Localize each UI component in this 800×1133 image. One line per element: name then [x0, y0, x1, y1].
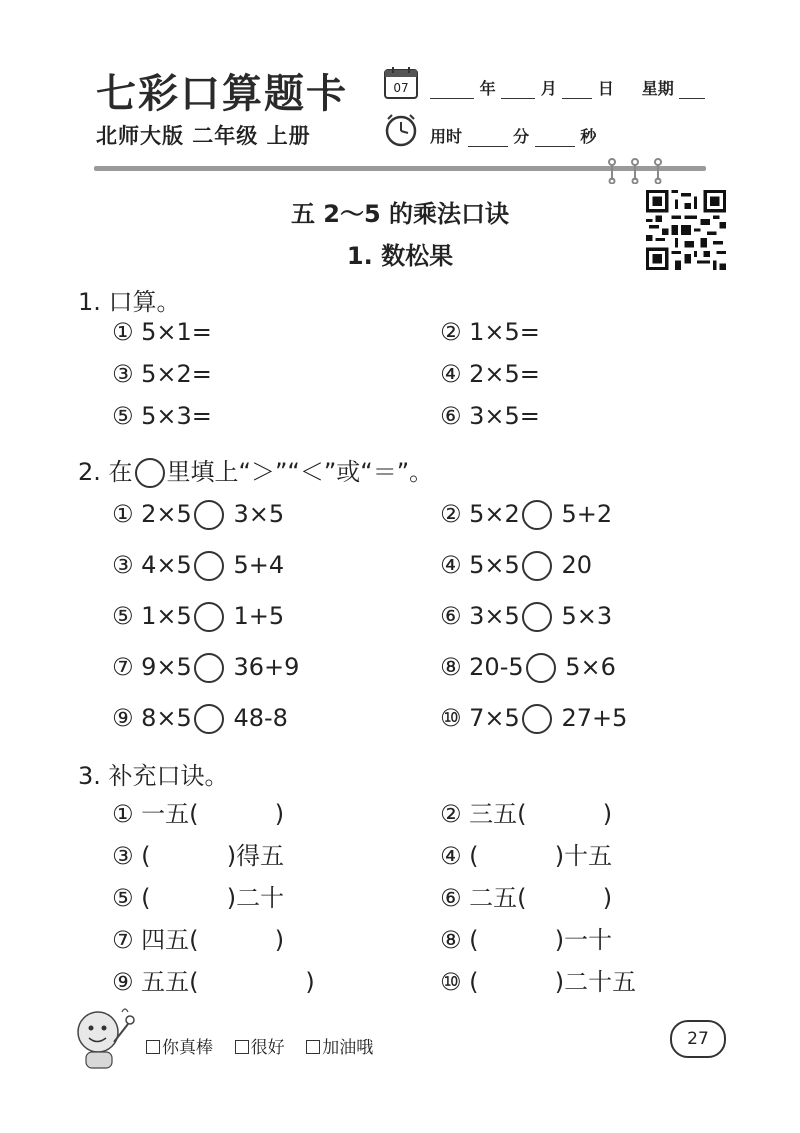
q1-item-5[interactable] [112, 402, 212, 430]
month-label: 月 [540, 79, 557, 98]
compare-circle[interactable] [522, 704, 552, 734]
rhyme-blank: ( )二十 [141, 884, 285, 912]
q1-item-4[interactable] [440, 360, 540, 388]
left-expr: 1×5 [141, 602, 192, 630]
q3-item-6[interactable] [440, 878, 612, 913]
left-expr: 5×5 [469, 551, 520, 579]
minutes-label: 分 [513, 127, 530, 146]
item-number: ⑧ [440, 653, 462, 681]
item-number: ② [440, 318, 462, 346]
item-number: ⑦ [112, 653, 134, 681]
compare-circle[interactable] [194, 602, 224, 632]
q2-title-pre: 2. 在 [78, 458, 133, 486]
rating-keep-going[interactable]: 加油哦 [306, 1038, 373, 1058]
q2-title [78, 452, 433, 488]
checkbox-icon[interactable] [146, 1040, 160, 1054]
rhyme-blank: 三五( ) [469, 800, 613, 828]
q3-item-9[interactable] [112, 962, 315, 997]
q2-item-10 [440, 704, 627, 734]
week-blank[interactable] [679, 82, 705, 99]
item-number: ⑤ [112, 602, 134, 630]
expression: 5×1= [141, 318, 212, 346]
time-label: 用时 [430, 127, 463, 146]
item-number: ③ [112, 360, 134, 388]
item-number: ① [112, 500, 134, 528]
rating-options [146, 1033, 373, 1058]
q1-item-1[interactable] [112, 318, 212, 346]
q3-item-5[interactable] [112, 878, 284, 913]
right-expr: 5+2 [561, 500, 613, 528]
date-line [430, 76, 705, 99]
item-number: ⑩ [440, 704, 462, 732]
q2-item-5 [112, 602, 284, 632]
item-number: ⑩ [440, 968, 462, 996]
right-expr: 1+5 [233, 602, 285, 630]
rating-great[interactable]: 你真棒 [146, 1038, 213, 1058]
q2-item-6 [440, 602, 612, 632]
left-expr: 20-5 [469, 653, 524, 681]
right-expr: 5+4 [233, 551, 285, 579]
item-number: ⑨ [112, 968, 134, 996]
q3-item-8[interactable] [440, 920, 612, 955]
day-label: 日 [597, 79, 614, 98]
q3-item-2[interactable] [440, 794, 612, 829]
q1-item-3[interactable] [112, 360, 212, 388]
q2-item-3 [112, 551, 284, 581]
left-expr: 7×5 [469, 704, 520, 732]
right-expr: 27+5 [561, 704, 628, 732]
day-blank[interactable] [562, 82, 592, 99]
item-number: ⑥ [440, 602, 462, 630]
item-number: ④ [440, 551, 462, 579]
item-number: ③ [112, 842, 134, 870]
compare-circle[interactable] [522, 500, 552, 530]
expression: 1×5= [469, 318, 540, 346]
q3-item-1[interactable] [112, 794, 284, 829]
compare-circle[interactable] [194, 653, 224, 683]
unit-title: 五 2～5 的乘法口诀 [290, 200, 510, 228]
q3-item-10[interactable] [440, 962, 636, 997]
rhyme-blank: ( )十五 [469, 842, 613, 870]
rhyme-blank: 四五( ) [141, 926, 285, 954]
q2-item-4 [440, 551, 592, 581]
compare-circle[interactable] [194, 551, 224, 581]
compare-circle[interactable] [522, 551, 552, 581]
q2-item-1 [112, 500, 284, 530]
item-number: ① [112, 800, 134, 828]
q1-item-2[interactable] [440, 318, 540, 346]
year-blank[interactable] [430, 82, 474, 99]
rhyme-blank: 二五( ) [469, 884, 613, 912]
rhyme-blank: ( )二十五 [469, 968, 637, 996]
page-number: 27 [670, 1020, 726, 1058]
q2-item-7 [112, 653, 299, 683]
item-number: ② [440, 800, 462, 828]
q2-item-9 [112, 704, 288, 734]
item-number: ⑤ [112, 884, 134, 912]
compare-circle[interactable] [522, 602, 552, 632]
checkbox-icon[interactable] [235, 1040, 249, 1054]
q2-item-2 [440, 500, 612, 530]
item-number: ⑧ [440, 926, 462, 954]
rhyme-blank: ( )得五 [141, 842, 285, 870]
item-number: ④ [440, 842, 462, 870]
item-number: ⑥ [440, 884, 462, 912]
item-number: ⑦ [112, 926, 134, 954]
q3-title: 3. 补充口诀。 [78, 762, 229, 790]
rating-good[interactable]: 很好 [235, 1038, 285, 1058]
left-expr: 4×5 [141, 551, 192, 579]
year-label: 年 [479, 79, 496, 98]
expression: 3×5= [469, 402, 540, 430]
seconds-blank[interactable] [535, 130, 575, 147]
clock-icon [384, 113, 418, 147]
month-blank[interactable] [501, 82, 535, 99]
brand-title: 七彩口算题卡 [96, 70, 348, 117]
calendar-day: 07 [393, 81, 409, 95]
edition-subtitle: 北师大版 二年级 上册 [96, 124, 311, 148]
rhyme-blank: 一五( ) [141, 800, 285, 828]
expression: 2×5= [469, 360, 540, 388]
seconds-label: 秒 [580, 127, 597, 146]
q3-item-3[interactable] [112, 836, 284, 871]
expression: 5×3= [141, 402, 212, 430]
checkbox-icon[interactable] [306, 1040, 320, 1054]
q3-item-7[interactable] [112, 920, 284, 955]
right-expr: 5×3 [561, 602, 613, 630]
item-number: ⑤ [112, 402, 134, 430]
rhyme-blank: 五五( ) [141, 968, 315, 996]
right-expr: 5×6 [565, 653, 616, 681]
rhyme-blank: ( )一十 [469, 926, 613, 954]
week-label: 星期 [641, 79, 674, 98]
item-number: ③ [112, 551, 134, 579]
right-expr: 48-8 [233, 704, 288, 732]
time-line [430, 124, 596, 147]
cartoon-mascot-icon [70, 1002, 140, 1074]
item-number: ⑨ [112, 704, 134, 732]
compare-circle[interactable] [194, 704, 224, 734]
q1-title: 1. 口算。 [78, 288, 181, 316]
left-expr: 2×5 [141, 500, 192, 528]
left-expr: 3×5 [469, 602, 520, 630]
left-expr: 9×5 [141, 653, 192, 681]
item-number: ④ [440, 360, 462, 388]
compare-circle-sample [135, 458, 165, 488]
expression: 5×2= [141, 360, 212, 388]
q1-item-6[interactable] [440, 402, 540, 430]
item-number: ① [112, 318, 134, 346]
lesson-title: 1. 数松果 [346, 242, 454, 270]
right-expr: 36+9 [233, 653, 300, 681]
calendar-icon [383, 66, 419, 100]
right-expr: 3×5 [233, 500, 285, 528]
q3-item-4[interactable] [440, 836, 612, 871]
qr-code-icon[interactable] [646, 190, 726, 270]
compare-circle[interactable] [526, 653, 556, 683]
left-expr: 5×2 [469, 500, 520, 528]
minutes-blank[interactable] [468, 130, 508, 147]
q2-item-8 [440, 653, 616, 683]
item-number: ② [440, 500, 462, 528]
left-expr: 8×5 [141, 704, 192, 732]
right-expr: 20 [561, 551, 592, 579]
compare-circle[interactable] [194, 500, 224, 530]
q2-title-post: 里填上“＞”“＜”或“＝”。 [166, 458, 434, 486]
binder-rings-icon [600, 156, 670, 184]
item-number: ⑥ [440, 402, 462, 430]
